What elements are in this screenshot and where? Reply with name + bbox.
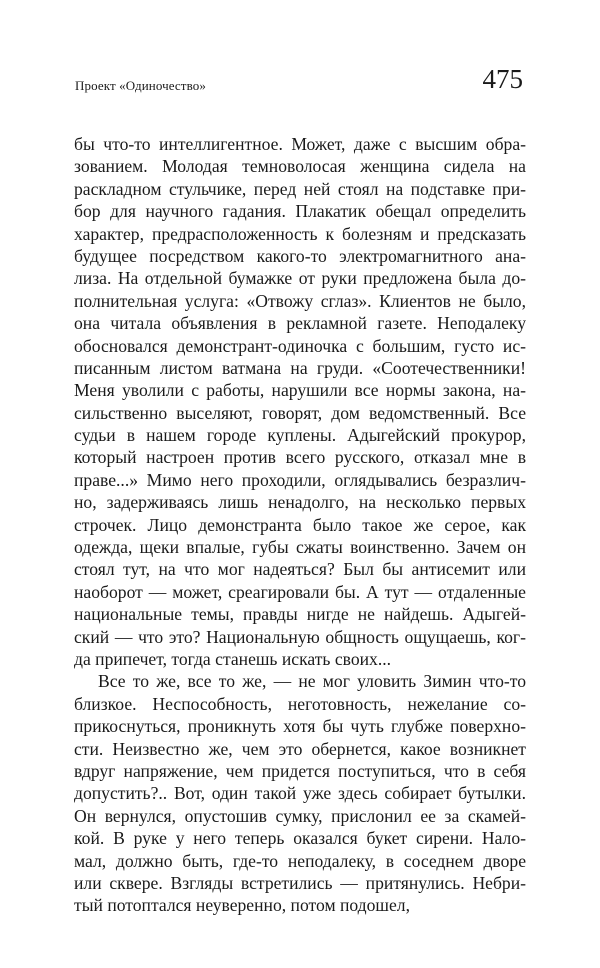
text-line: близкое. Неспособность, неготовность, нежелание со- [74,693,526,714]
text-line: бы что-то интеллигентное. Может, даже с высшим обра- [74,134,526,154]
page-number: 475 [482,64,523,94]
text-line: стоял тут, на что мог надеяться? Был бы антисемит или [74,559,526,580]
text-line: раскладном стульчике, перед ней стоял на подставке при- [74,178,526,199]
text-line: который настроен против всего русского, отказал мне в [74,447,526,468]
text-line: писанным листом ватмана на груди. «Соотечественники! [74,357,526,378]
text-line: вдруг напряжение, чем придется поступиться, что в себя [74,760,526,781]
text-line: строчек. Лицо демонстранта было такое же серое, как [74,514,526,535]
text-line: одежда, щеки впалые, губы сжаты воинственно. Зачем он [74,537,526,558]
text-line: характер, предрасположенность к болезням и предсказать [74,223,526,244]
text-line: но, задерживаясь лишь ненадолго, на несколько первых [74,492,526,513]
text-line: сильственно выселяют, говорят, дом ведомственный. Все [74,402,526,423]
text-line: бор для научного гадания. Плакатик обещал определить [74,201,526,222]
text-line: допустить?.. Вот, один такой уже здесь собирает бутылки. [74,783,526,804]
text-line: Он вернулся, опустошив сумку, прислонил ее за скамей- [74,805,526,826]
text-line: тый потоптался неуверенно, потом подошел, [74,895,410,916]
text-line: Все то же, все то же, — не мог уловить Зимин что-то [98,671,526,692]
text-line: кой. В руке у него теперь оказался букет сирени. Нало- [74,828,526,849]
text-line: будущее посредством какого-то электромагнитного ана- [74,245,526,266]
text-line: лиза. На отдельной бумажке от руки предложена была до- [74,268,526,289]
text-line: ский — что это? Национальную общность ощущаешь, ког- [74,626,526,647]
text-line: национальные темы, правды нигде не найдешь. Адыгей- [74,604,526,625]
running-title: Проект «Одиночество» [75,78,206,93]
text-line: мал, должно быть, где-то неподалеку, в соседнем дворе [74,850,526,871]
text-line: судьи в нашем городе куплены. Адыгейский прокурор, [74,425,526,446]
text-line: или сквере. Взгляды встретились — притянулись. Небри- [74,872,526,893]
text-line: праве...» Мимо него проходили, оглядывались безразлич- [74,469,526,490]
text-line: да припечет, тогда станешь искать своих... [74,648,392,669]
text-line: обосновался демонстрант-одиночка с большим, густо ис- [74,335,526,356]
text-line: полнительная услуга: «Отвожу сглаз». Клиентов не было, [74,290,526,311]
text-line: сти. Неизвестно же, чем это обернется, какое возникнет [74,738,526,759]
text-line: Меня уволили с работы, нарушили все нормы закона, на- [74,380,526,401]
text-line: наоборот — может, среагировали бы. А тут — отдаленные [74,581,526,602]
text-line: она читала объявления в рекламной газете. Неподалеку [74,313,526,334]
body-text [74,133,526,917]
text-line: зованием. Молодая темноволосая женщина сидела на [74,156,526,177]
text-line: прикоснуться, проникнуть хотя бы чуть глубже поверхно- [74,716,526,737]
